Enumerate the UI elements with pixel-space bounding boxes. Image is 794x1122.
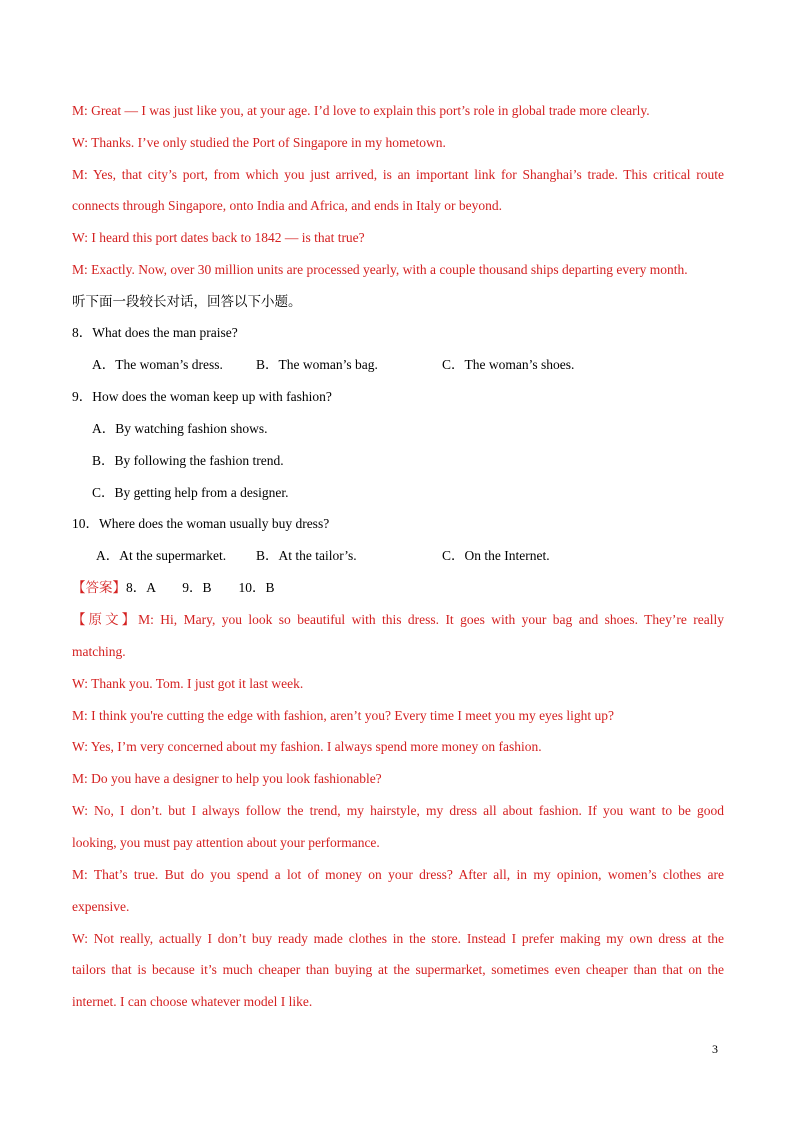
transcript-line: [72, 610, 724, 630]
dialogue-line: M: Great — I was just like you, at your age. I’d love to explain this port’s role in global trade more clearly.: [72, 103, 650, 118]
section-instruction: 听下面一段较长对话，回答以下小题。: [72, 294, 302, 309]
option-c: C．The woman’s shoes.: [442, 357, 575, 372]
transcript-line: W: No, I don’t. but I always follow the trend, my hairstyle, my dress all about fashion. If you want to be good: [72, 803, 724, 818]
transcript-line: W: Yes, I’m very concerned about my fashion. I always spend more money on fashion.: [72, 739, 542, 754]
transcript-line: M: Do you have a designer to help you look fashionable?: [72, 771, 382, 786]
transcript-line: W: Thank you. Tom. I just got it last week.: [72, 676, 304, 691]
option-c: C．On the Internet.: [442, 548, 550, 563]
page-number: 3: [712, 1042, 718, 1056]
answer-label: 【答案】: [72, 580, 126, 595]
option-a: A．By watching fashion shows.: [92, 421, 268, 436]
transcript-line: internet. I can choose whatever model I like.: [72, 994, 313, 1009]
transcript-line: looking, you must pay attention about your performance.: [72, 835, 380, 850]
question-stem: 10．Where does the woman usually buy dress?: [72, 516, 330, 531]
transcript-line: M: I think you're cutting the edge with fashion, aren’t you? Every time I meet you my eyes light up?: [72, 708, 615, 723]
transcript-line: matching.: [72, 644, 126, 659]
answer-value: 8．A 9．B 10．B: [126, 580, 275, 595]
option-b: B．At the tailor’s.: [256, 548, 357, 563]
question-stem: 8．What does the man praise?: [72, 325, 238, 340]
question-stem: 9．How does the woman keep up with fashion?: [72, 389, 332, 404]
option-a: A．At the supermarket.: [96, 548, 227, 563]
dialogue-line: M: Yes, that city’s port, from which you just arrived, is an important link for Shanghai’s trade. This critical route: [72, 167, 724, 182]
transcript-line: tailors that is because it’s much cheaper than buying at the supermarket, sometimes even cheaper than that on the: [72, 962, 724, 977]
transcript-text: M: Hi, Mary, you look so beautiful with this dress. It goes with your bag and shoes. They’re really: [138, 612, 725, 627]
transcript-line: expensive.: [72, 899, 130, 914]
dialogue-line: M: Exactly. Now, over 30 million units are processed yearly, with a couple thousand ships departing every month.: [72, 262, 688, 277]
transcript-line: M: That’s true. But do you spend a lot of money on your dress? After all, in my opinion, women’s clothes are: [72, 867, 724, 882]
option-row: [92, 355, 724, 375]
option-c: C．By getting help from a designer.: [92, 485, 289, 500]
option-b: B．By following the fashion trend.: [92, 453, 284, 468]
transcript-line: W: Not really, actually I don’t buy ready made clothes in the store. Instead I prefer making my own dress at the: [72, 931, 724, 946]
option-a: A．The woman’s dress.: [92, 357, 223, 372]
dialogue-line: W: Thanks. I’ve only studied the Port of Singapore in my hometown.: [72, 135, 446, 150]
option-row: [96, 546, 724, 566]
dialogue-line: W: I heard this port dates back to 1842 — is that true?: [72, 230, 365, 245]
dialogue-line: connects through Singapore, onto India and Africa, and ends in Italy or beyond.: [72, 198, 503, 213]
option-b: B．The woman’s bag.: [256, 357, 378, 372]
answer-line: [72, 578, 724, 598]
transcript-label: 【原文】: [72, 612, 139, 627]
